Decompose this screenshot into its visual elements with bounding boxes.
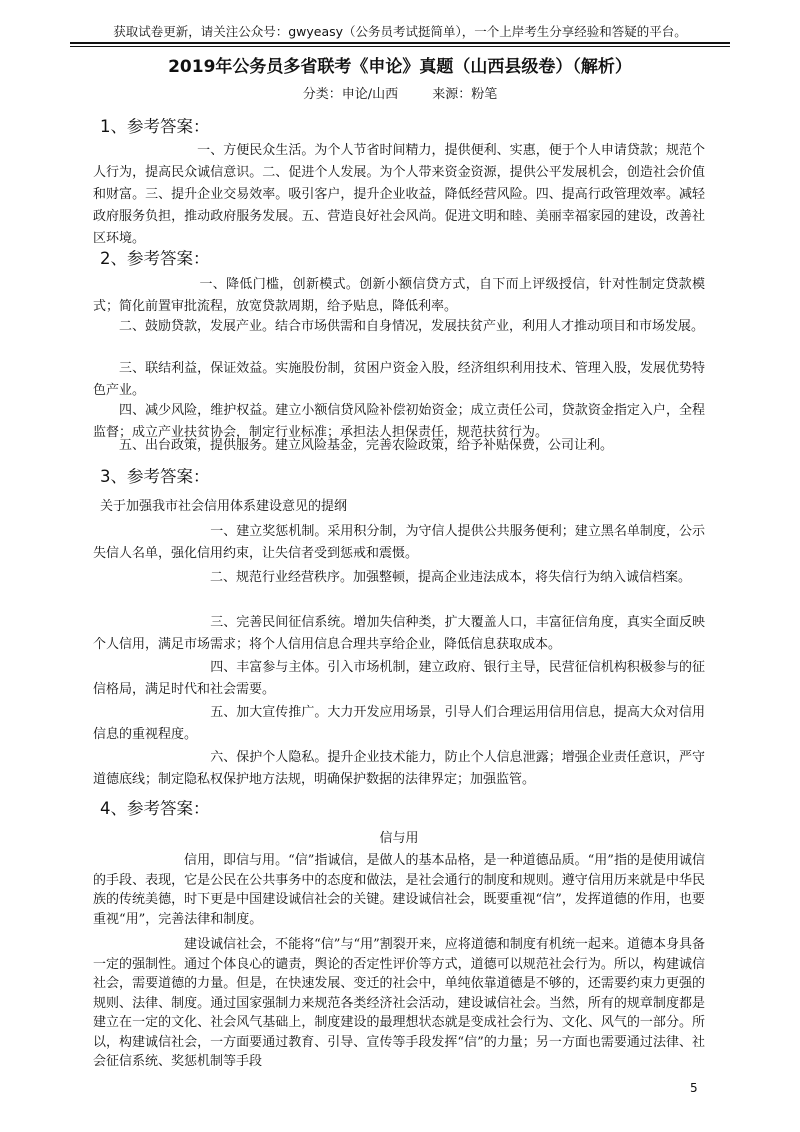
section-3-paragraph-6: 六、保护个人隐私。提升企业技术能力，防止个人信息泄露；增强企业责任意识，严守道德底线；制定隐私权保护地方法规，明确保护数据的法律界定；加强监管。	[93, 750, 705, 787]
section-4-heading: 4、参考答案：	[100, 799, 210, 818]
section-2-paragraph-3: 三、联结利益，保证效益。实施股份制，贫困户资金入股，经济组织利用技术、管理入股，发展优势特色产业。	[93, 361, 705, 398]
section-2-paragraph-5: 五、出台政策，提供服务。建立风险基金，完善农险政策，给予补贴保费，公司让利。	[93, 438, 614, 453]
document-meta	[70, 83, 730, 102]
section-1-heading: 1、参考答案：	[100, 117, 210, 136]
header-rule-thick	[70, 42, 730, 44]
section-3-paragraph-4: 四、丰富参与主体。引入市场机制，建立政府、银行主导，民营征信机构积极参与的征信格局，满足时代和社会需要。	[93, 660, 705, 697]
section-3-paragraph-2: 二、规范行业经营秩序。加强整顿，提高企业违法成本，将失信行为纳入诚信档案。	[93, 570, 692, 585]
section-2-heading: 2、参考答案：	[100, 249, 210, 268]
section-3-paragraph-3: 三、完善民间征信系统。增加失信种类，扩大覆盖人口，丰富征信角度，真实全面反映个人信用，满足市场需求；将个人信用信息合理共享给企业，降低信息获取成本。	[93, 615, 705, 652]
section-2-paragraph-4: 四、减少风险，维护权益。建立小额信贷风险补偿初始资金；成立责任公司，贷款资金指定入户，全程监督；成立产业扶贫协会，制定行业标准；承担法人担保责任，规范扶贫行为。	[93, 403, 705, 440]
section-3-outline-title: 关于加强我市社会信用体系建设意见的提纲	[100, 499, 348, 514]
section-3-heading: 3、参考答案：	[100, 467, 210, 486]
meta-source: 来源：粉笔	[432, 87, 498, 102]
section-2-paragraph-2: 二、鼓励贷款，发展产业。结合市场供需和自身情况，发展扶贫产业，利用人才推动项目和市场发展。	[93, 319, 705, 334]
document-title: 2019年公务员多省联考《申论》真题（山西县级卷）（解析）	[168, 57, 632, 77]
section-4-paragraph-1: 信用，即信与用。“信”指诚信，是做人的基本品格，是一种道德品质。“用”指的是使用诚信的手段、表现，它是公民在公共事务中的态度和做法，是社会通行的制度和规则。遵守信用历来就是中华民族的传统美德，时下更是中国建设诚信社会的关键。建设诚信社会，既要重视“信”，发挥道德的作用，也要重视“用”，完善法律和制度。	[93, 853, 705, 927]
header-rule-thin	[70, 46, 730, 47]
section-4-paragraph-2: 建设诚信社会，不能将“信”与“用”割裂开来，应将道德和制度有机统一起来。道德本身具备一定的强制性。通过个体良心的谴责，舆论的否定性评价等方式，道德可以规范社会行为。所以，构建诚信社会，需要道德的力量。但是，在快速发展、变迁的社会中，单纯依靠道德是不够的，还需要约束力更强的规则、法律、制度。通过国家强制力来规范各类经济社会活动，建设诚信社会。当然，所有的规章制度都是建立在一定的文化、社会风气基础上，制度建设的最理想状态就是变成社会行为、文化、风气的一部分。所以，构建诚信社会，一方面要通过教育、引导、宣传等手段发挥“信”的力量；另一方面也需要通过法律、社会征信系统、奖惩机制等手段	[93, 937, 705, 1069]
section-2-paragraph-1: 一、降低门槛，创新模式。创新小额信贷方式，自下而上评级授信，针对性制定贷款模式；简化前置审批流程，放宽贷款周期，给予贴息，降低利率。	[93, 277, 705, 314]
page-header-notice: 获取试卷更新，请关注公众号：gwyeasy（公务员考试挺简单），一个上岸考生分享经验和答疑的平台。	[113, 24, 687, 39]
meta-category: 分类：申论/山西	[302, 87, 399, 102]
section-3-paragraph-5: 五、加大宣传推广。大力开发应用场景，引导人们合理运用信用信息，提高大众对信用信息的重视程度。	[93, 705, 705, 742]
essay-title: 信与用	[379, 831, 419, 846]
section-1-paragraph-1: 一、方便民众生活。为个人节省时间精力，提供便利、实惠，便于个人申请贷款；规范个人行为，提高民众诚信意识。二、促进个人发展。为个人带来资金资源，提供公平发展机会，创造社会价值和财富。三、提升企业交易效率。吸引客户，提升企业收益，降低经营风险。四、提高行政管理效率。减轻政府服务负担，推动政府服务发展。五、营造良好社会风尚。促进文明和睦、美丽幸福家园的建设，改善社区环境。	[93, 143, 705, 246]
page-number: 5	[690, 1081, 698, 1095]
section-3-paragraph-1: 一、建立奖惩机制。采用积分制，为守信人提供公共服务便利；建立黑名单制度，公示失信人名单，强化信用约束，让失信者受到惩戒和震慑。	[93, 524, 705, 561]
